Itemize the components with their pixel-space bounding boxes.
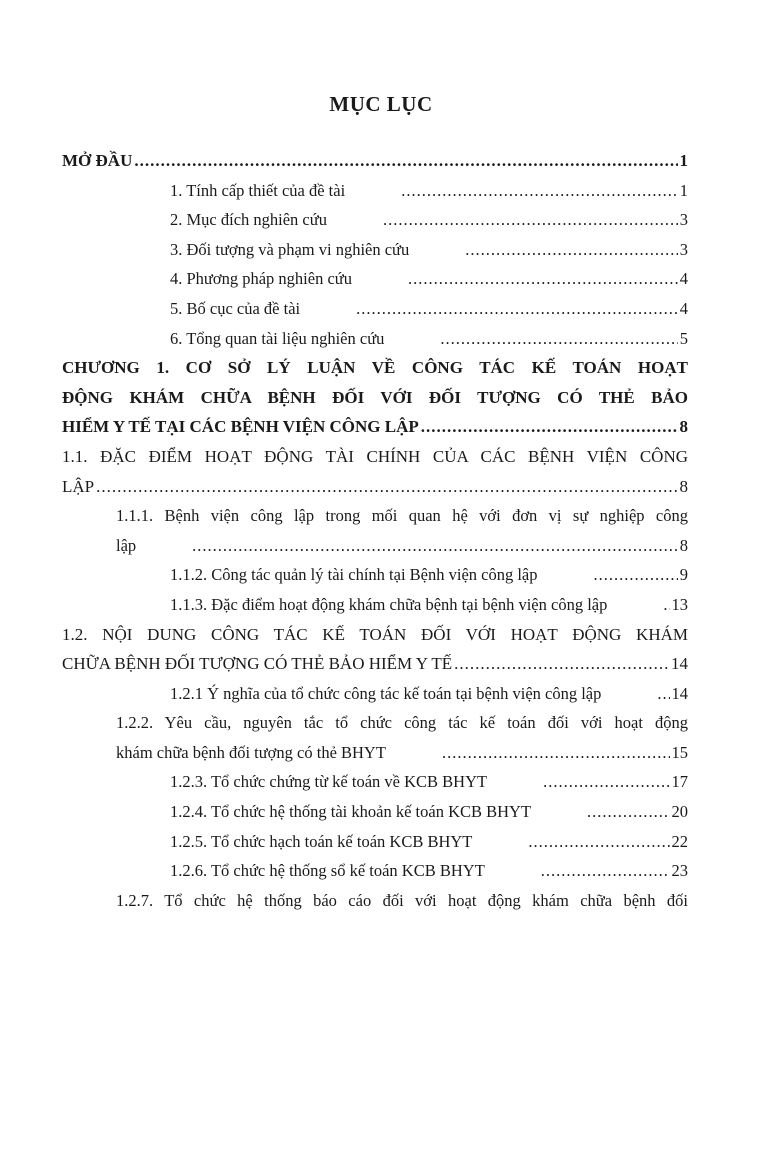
toc-page-number: 8 <box>679 535 688 555</box>
toc-page-number: 4 <box>679 269 688 289</box>
toc-entry-lastline <box>62 176 688 206</box>
toc-entry-title: 6. Tổng quan tài liệu nghiên cứu <box>170 328 385 348</box>
toc-entry-lastline <box>62 472 688 502</box>
dot-leader <box>134 146 677 176</box>
dot-leader <box>609 590 669 620</box>
toc-page-number: 3 <box>679 210 688 230</box>
toc-entry-title: LẬP <box>62 476 95 496</box>
dot-leader <box>138 531 678 561</box>
toc-entry-title: 1.1.3. Đặc điểm hoạt động khám chữa bệnh tại bệnh viện công lập <box>170 594 608 614</box>
toc-page-number: 14 <box>671 683 688 703</box>
toc-entry-s1-2-1[interactable] <box>62 679 688 709</box>
toc-entry-s5[interactable] <box>62 294 688 324</box>
toc-entry-title: HIỂM Y TẾ TẠI CÁC BỆNH VIỆN CÔNG LẬP <box>62 417 419 437</box>
toc-entry-title: MỞ ĐẦU <box>62 151 133 170</box>
dot-leader <box>354 264 678 294</box>
toc-entry-s2[interactable] <box>62 205 688 235</box>
toc-entry-s1-2-5[interactable] <box>62 827 688 857</box>
dot-leader <box>487 856 670 886</box>
toc-page-number: 4 <box>679 298 688 318</box>
toc-entry-line: CHƯƠNG 1. CƠ SỞ LÝ LUẬN VỀ CÔNG TÁC KẾ TOÁN HOẠT <box>62 358 688 378</box>
toc-entry-line: 1.2.7. Tổ chức hệ thống báo cáo đối với hoạt động khám chữa bệnh đối <box>116 890 688 910</box>
toc-entry-title: 1.2.4. Tổ chức hệ thống tài khoản kế toán KCB BHYT <box>170 802 532 822</box>
toc-entry-s3[interactable] <box>62 235 688 265</box>
toc-page-number: 22 <box>671 831 688 851</box>
toc-entry-lastline <box>62 767 688 797</box>
toc-entry-lastline <box>62 235 688 265</box>
toc-entry-line: 1.1. ĐẶC ĐIỂM HOẠT ĐỘNG TÀI CHÍNH CỦA CÁC BỆNH VIỆN CÔNG <box>62 446 688 466</box>
dot-leader <box>411 235 678 265</box>
toc-entry-line: 1.1.1. Bệnh viện công lập trong mối quan hệ với đơn vị sự nghiệp công <box>116 506 688 526</box>
toc-entry-s1-2-2[interactable] <box>62 708 688 767</box>
toc-entry-lastline <box>62 827 688 857</box>
toc-entry-title: 4. Phương pháp nghiên cứu <box>170 269 352 289</box>
toc-entry-lastline <box>62 738 688 768</box>
toc-entry-s1-1-3[interactable] <box>62 590 688 620</box>
dot-leader <box>533 797 669 827</box>
toc-page-number: 13 <box>671 594 688 614</box>
toc-entry-lastline <box>62 205 688 235</box>
toc-entry-title: 1. Tính cấp thiết của đề tài <box>170 180 346 200</box>
toc-entry-s1-1-2[interactable] <box>62 560 688 590</box>
toc-entry-line: ĐỘNG KHÁM CHỮA BỆNH ĐỐI VỚI ĐỐI TƯỢNG CÓ THẺ BẢO <box>62 387 688 407</box>
toc-entry-lastline <box>62 294 688 324</box>
dot-leader <box>603 679 669 709</box>
dot-leader <box>96 472 677 502</box>
toc-entry-s1-2-6[interactable] <box>62 856 688 886</box>
dot-leader <box>421 412 678 442</box>
dot-leader <box>489 767 669 797</box>
toc-entry-lastline <box>62 649 688 679</box>
page-title: MỤC LỤC <box>329 92 433 116</box>
dot-leader <box>386 324 677 354</box>
toc-page-number: 23 <box>671 861 688 881</box>
dot-leader <box>388 738 670 768</box>
toc-entry-s1[interactable] <box>62 176 688 206</box>
dot-leader <box>329 205 678 235</box>
toc-entry-title: 2. Mục đích nghiên cứu <box>170 210 327 230</box>
toc-page-number: 20 <box>671 802 688 822</box>
toc-entry-lastline <box>62 679 688 709</box>
toc-entry-title: 1.2.6. Tổ chức hệ thống sổ kế toán KCB BHYT <box>170 861 485 881</box>
toc-page-number: 14 <box>671 654 688 674</box>
toc-entry-title: 3. Đối tượng và phạm vi nghiên cứu <box>170 239 410 259</box>
toc-entry-line: 1.2. NỘI DUNG CÔNG TÁC KẾ TOÁN ĐỐI VỚI HOẠT ĐỘNG KHÁM <box>62 624 688 644</box>
toc-entry-lastline <box>62 264 688 294</box>
toc-entry-title: 1.2.5. Tổ chức hạch toán kế toán KCB BHYT <box>170 831 473 851</box>
toc-entry-title: 1.2.1 Ý nghĩa của tổ chức công tác kế toán tại bệnh viện công lập <box>170 683 602 703</box>
toc-entry-s4[interactable] <box>62 264 688 294</box>
table-of-contents <box>62 146 688 915</box>
toc-entry-lastline <box>62 146 688 176</box>
toc-page-number: 3 <box>679 239 688 259</box>
toc-entry-title: lập <box>116 535 137 555</box>
toc-entry-ch1[interactable] <box>62 353 688 442</box>
dot-leader <box>347 176 678 206</box>
toc-entry-lastline <box>62 560 688 590</box>
toc-entry-lastline <box>62 412 688 442</box>
toc-page-number: 1 <box>679 151 688 170</box>
toc-entry-s1-2-3[interactable] <box>62 767 688 797</box>
toc-page-number: 8 <box>679 417 688 437</box>
toc-entry-lastline <box>62 797 688 827</box>
toc-entry-mo-dau[interactable] <box>62 146 688 176</box>
toc-entry-lastline <box>62 324 688 354</box>
toc-entry-1-2-7[interactable] <box>62 886 688 916</box>
toc-entry-s6[interactable] <box>62 324 688 354</box>
toc-entry-title: khám chữa bệnh đối tượng có thẻ BHYT <box>116 742 386 762</box>
toc-entry-title: 1.2.3. Tổ chức chứng từ kế toán về KCB BHYT <box>170 772 488 792</box>
toc-page-number: 8 <box>679 476 688 496</box>
toc-entry-title: CHỮA BỆNH ĐỐI TƯỢNG CÓ THẺ BẢO HIỂM Y TẾ <box>62 654 453 674</box>
toc-page-number: 15 <box>671 742 688 762</box>
toc-entry-s1-1[interactable] <box>62 442 688 501</box>
toc-page-number: 5 <box>679 328 688 348</box>
toc-page-number: 9 <box>679 565 688 585</box>
toc-page-number: 17 <box>671 772 688 792</box>
dot-leader <box>474 827 669 857</box>
toc-entry-lastline <box>62 531 688 561</box>
dot-leader <box>302 294 678 324</box>
toc-entry-title: 5. Bố cục của đề tài <box>170 298 301 318</box>
dot-leader <box>540 560 678 590</box>
toc-entry-line: 1.2.2. Yêu cầu, nguyên tắc tổ chức công tác kế toán đối với hoạt động <box>116 713 688 733</box>
toc-page-number: 1 <box>679 180 688 200</box>
toc-entry-lastline <box>62 856 688 886</box>
toc-entry-s1-2[interactable] <box>62 620 688 679</box>
dot-leader <box>454 649 669 679</box>
toc-entry-s1-1-1[interactable] <box>62 501 688 560</box>
toc-entry-title: 1.1.2. Công tác quản lý tài chính tại Bệnh viện công lập <box>170 565 538 585</box>
toc-entry-s1-2-4[interactable] <box>62 797 688 827</box>
toc-entry-lastline <box>62 590 688 620</box>
